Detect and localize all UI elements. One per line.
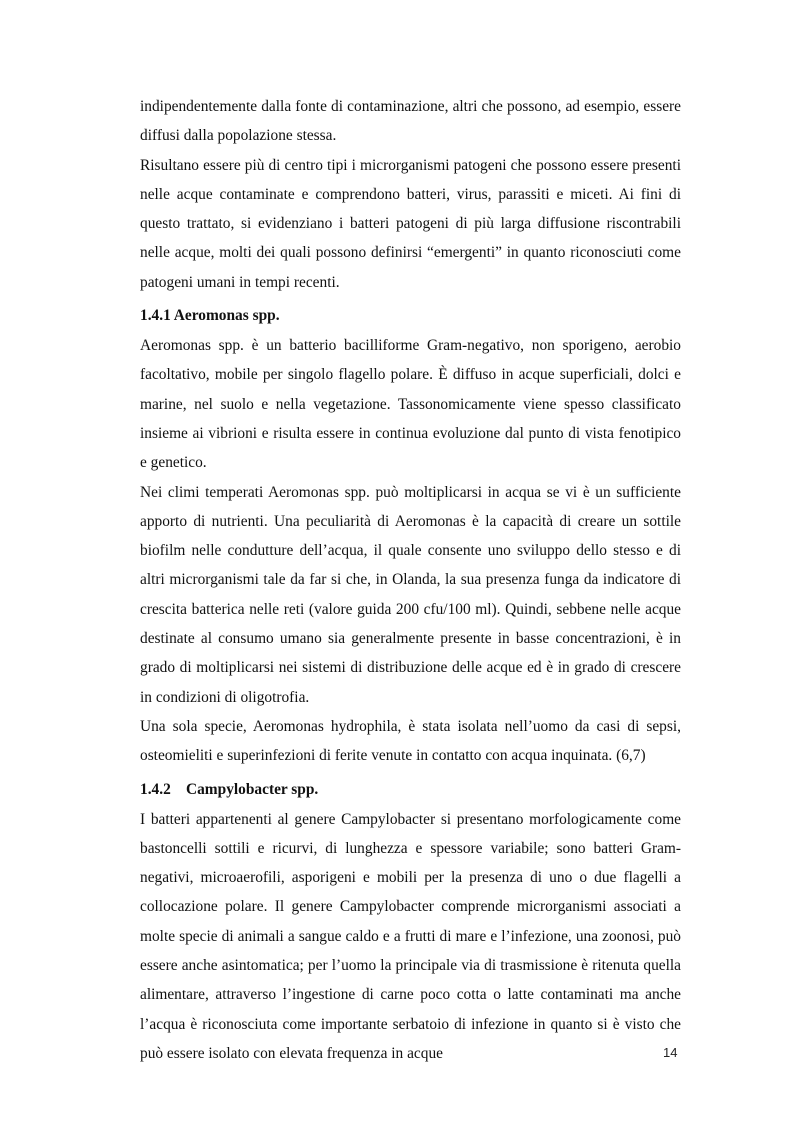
- section-title: Aeromonas spp.: [173, 307, 280, 325]
- intro-paragraph-1: indipendentemente dalla fonte di contaminazione, altri che possono, ad esempio, essere diffusi dalla popolazione stessa.: [140, 98, 681, 145]
- aeromonas-paragraph-1: Aeromonas spp. è un batterio bacilliforme Gram-negativo, non sporigeno, aerobio facoltativo, mobile per singolo flagello polare. È diffuso in acque superficiali, dolci e marine, nel suolo e nella vegetazione. Tassonomicamente viene spesso classificato insieme ai vibrioni e risulta essere in continua evoluzione dal punto di vista fenotipico e genetico.: [140, 337, 681, 472]
- aeromonas-paragraph-3: Una sola specie, Aeromonas hydrophila, è stata isolata nell’uomo da casi di sepsi, osteomieliti e superinfezioni di ferite venute in contatto con acqua inquinata. (6,7): [140, 717, 681, 765]
- section-heading-campylobacter: [140, 779, 681, 801]
- intro-paragraph-2: Risultano essere più di centro tipi i microrganismi patogeni che possono essere presenti nelle acque contaminate e comprendono batteri, virus, parassiti e miceti. Ai fini di questo trattato, si evidenziano i batteri patogeni di più larga diffusione riscontrabili nelle acque, molti dei quali possono definirsi “emergenti” in quanto riconosciuti come patogeni umani in tempi recenti.: [140, 156, 681, 291]
- page-number: 14: [663, 1045, 678, 1060]
- section-heading-aeromonas: [140, 305, 681, 327]
- section-number: 1.4.1: [140, 307, 171, 325]
- campylobacter-paragraph-1: I batteri appartenenti al genere Campylobacter si presentano morfologicamente come bastoncelli sottili e ricurvi, di lunghezza e spessore variabile; sono batteri Gram-negativi, microaerofili, asporigeni e mobili per la presenza di uno o due flagelli a collocazione polare. Il genere Campylobacter comprende microrganismi associati a molte specie di animali a sangue caldo e a frutti di mare e l’infezione, una zoonosi, può essere anche asintomatica; per l’uomo la principale via di trasmissione è ritenuta quella alimentare, attraverso l’ingestione di carne poco cotta o latte contaminati ma anche l’acqua è riconosciuta come importante serbatoio di infezione in quanto si è visto che può essere isolato con elevata frequenza in acque: [140, 810, 681, 1062]
- aeromonas-paragraph-2: Nei climi temperati Aeromonas spp. può moltiplicarsi in acqua se vi è un sufficiente apporto di nutrienti. Una peculiarità di Aeromonas è la capacità di creare un sottile biofilm nelle condutture dell’acqua, il quale consente uno sviluppo dello stesso e di altri microrganismi tale da far si che, in Olanda, la sua presenza funga da indicatore di crescita batterica nelle reti (valore guida 200 cfu/100 ml). Quindi, sebbene nelle acque destinate al consumo umano sia generalmente presente in basse concentrazioni, è in grado di moltiplicarsi nei sistemi di distribuzione delle acque ed è in grado di crescere in condizioni di oligotrofia.: [140, 483, 681, 706]
- section-title: Campylobacter spp.: [186, 780, 319, 798]
- document-page: [140, 92, 681, 1068]
- section-number: 1.4.2: [140, 780, 171, 798]
